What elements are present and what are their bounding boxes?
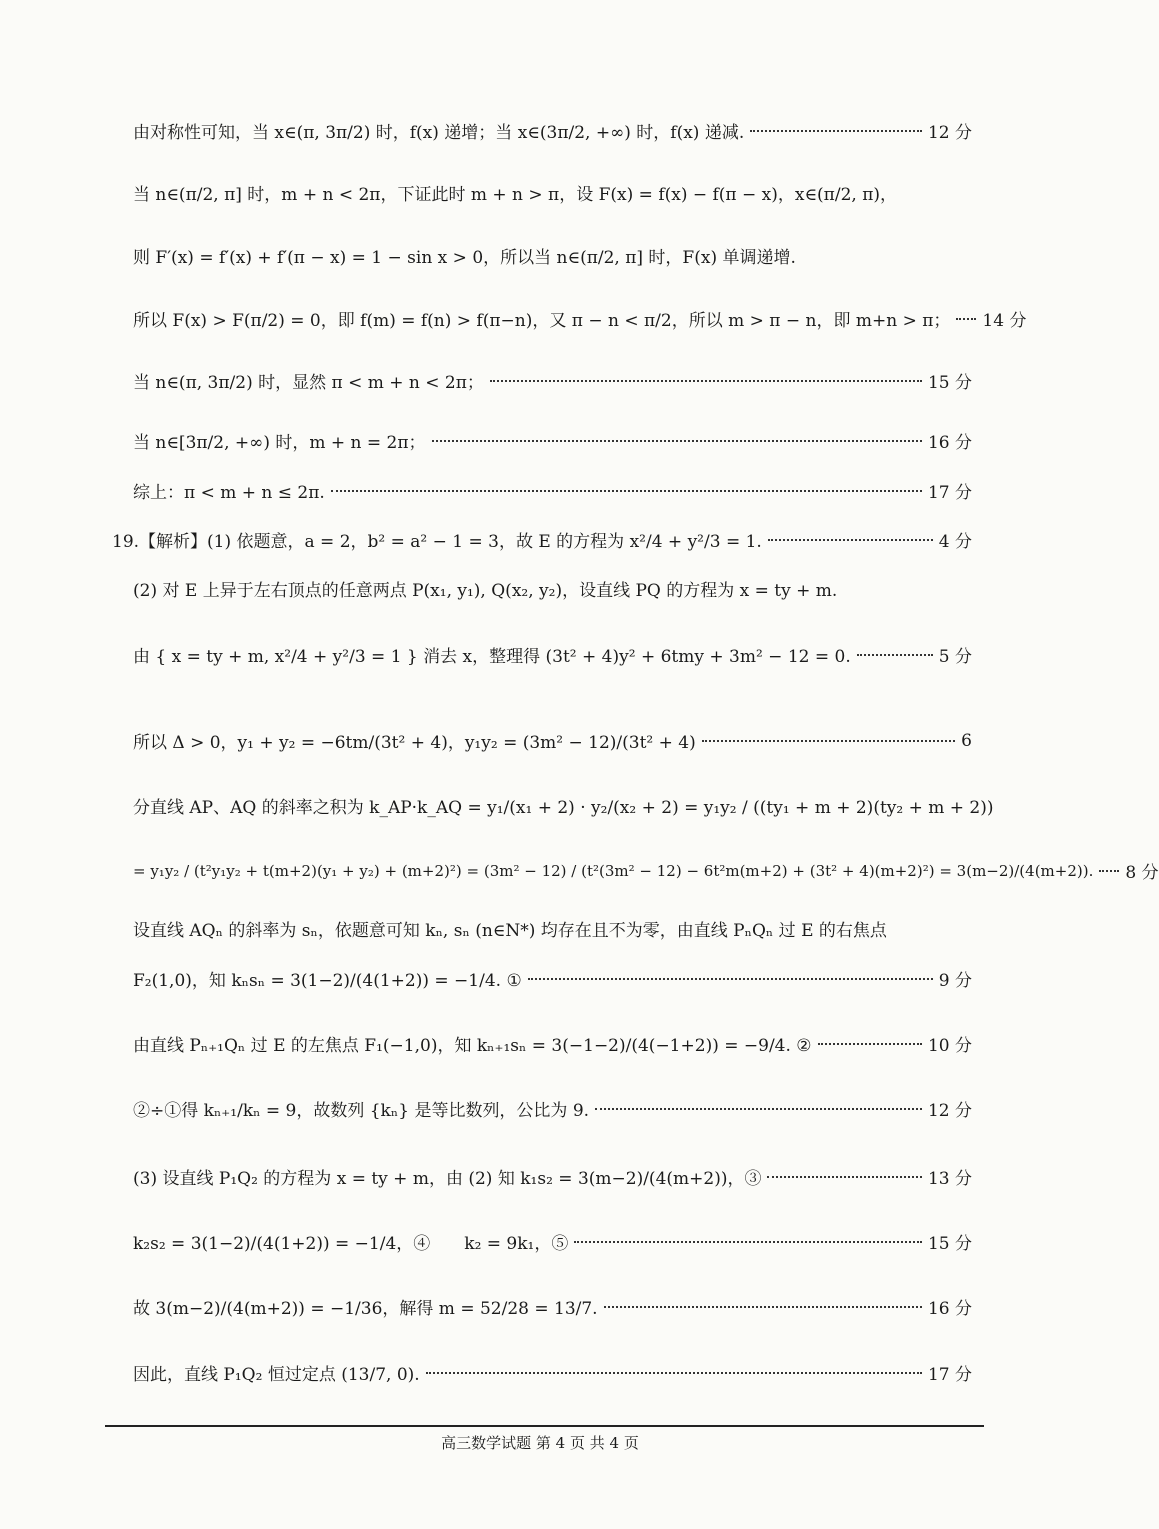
line-text: (3) 设直线 P₁Q₂ 的方程为 x = ty + m，由 (2) 知 k₁s₂ = 3(m−2)/(4(m+2))，③ — [133, 1169, 762, 1189]
line-text: 19.【解析】(1) 依题意，a = 2，b² = a² − 1 = 3，故 E 的方程为 x²/4 + y²/3 = 1. — [112, 532, 762, 552]
line-text: F₂(1,0)，知 kₙsₙ = 3(1−2)/(4(1+2)) = −1/4. ① — [133, 971, 522, 991]
line-text: 由对称性可知，当 x∈(π, 3π/2) 时，f(x) 递增；当 x∈(3π/2, +∞) 时，f(x) 递减. — [133, 123, 745, 143]
line-score: 8 分 — [1125, 863, 1159, 883]
line-score: 14 分 — [982, 311, 1027, 331]
leader-dots — [432, 440, 922, 442]
line-text: 故 3(m−2)/(4(m+2)) = −1/36，解得 m = 52/28 = 13/7. — [133, 1299, 598, 1319]
line-score: 9 分 — [938, 971, 972, 991]
solution-line — [133, 478, 972, 503]
leader-dots — [595, 1108, 922, 1110]
line-score: 6 — [961, 730, 972, 751]
solution-line — [133, 642, 972, 667]
solution-line — [133, 1360, 972, 1385]
line-score: 12 分 — [927, 123, 972, 143]
line-text: 当 n∈(π/2, π] 时，m + n < 2π，下证此时 m + n > π，设 F(x) = f(x) − f(π − x)，x∈(π/2, π)， — [133, 185, 898, 205]
leader-dots — [956, 318, 976, 320]
leader-dots — [426, 1372, 922, 1374]
leader-dots — [528, 978, 933, 980]
solution-line — [133, 118, 972, 143]
line-text: k₂s₂ = 3(1−2)/(4(1+2)) = −1/4，④ k₂ = 9k₁，⑤ — [133, 1234, 569, 1254]
leader-dots — [490, 380, 922, 382]
line-text: 所以 Δ > 0，y₁ + y₂ = −6tm/(3t² + 4)，y₁y₂ = (3m² − 12)/(3t² + 4) — [133, 733, 696, 753]
leader-dots — [331, 490, 922, 492]
line-text: 设直线 AQₙ 的斜率为 sₙ，依题意可知 kₙ, sₙ (n∈N*) 均存在且不为零，由直线 PₙQₙ 过 E 的右焦点 — [133, 921, 887, 941]
line-text: 综上：π < m + n ≤ 2π. — [133, 483, 325, 503]
line-score: 10 分 — [927, 1036, 972, 1056]
leader-dots — [767, 1176, 921, 1178]
solution-line — [133, 1096, 972, 1121]
leader-dots — [702, 740, 955, 742]
footer-divider — [105, 1425, 984, 1427]
solution-line — [133, 1164, 972, 1189]
solution-line — [133, 368, 972, 393]
solution-line — [133, 243, 972, 268]
leader-dots — [604, 1306, 922, 1308]
solution-line — [133, 1294, 972, 1319]
solution-line — [133, 576, 972, 601]
leader-dots — [857, 654, 933, 656]
line-score: 17 分 — [927, 1365, 972, 1385]
line-text: ②÷①得 kₙ₊₁/kₙ = 9，故数列 {kₙ} 是等比数列，公比为 9. — [133, 1101, 590, 1121]
solution-line — [133, 916, 972, 941]
leader-dots — [818, 1043, 922, 1045]
line-text: (2) 对 E 上异于左右顶点的任意两点 P(x₁, y₁), Q(x₂, y₂)，设直线 PQ 的方程为 x = ty + m. — [133, 581, 838, 601]
line-text: 所以 F(x) > F(π/2) = 0，即 f(m) = f(n) > f(π−n)，又 π − n < π/2，所以 m > π − n，即 m+n > π； — [133, 311, 951, 331]
solution-line — [133, 793, 994, 818]
line-text: 当 n∈(π, 3π/2) 时，显然 π < m + n < 2π； — [133, 373, 484, 393]
solution-line — [133, 1229, 972, 1254]
line-text: 分直线 AP、AQ 的斜率之积为 k_AP·k_AQ = y₁/(x₁ + 2) · y₂/(x₂ + 2) = y₁y₂ / ((ty₁ + m + 2)(ty₂ + m + 2)) — [133, 798, 994, 818]
solution-line — [133, 966, 972, 991]
line-score: 15 分 — [927, 373, 972, 393]
solution-line — [133, 428, 972, 453]
line-text: 则 F′(x) = f′(x) + f′(π − x) = 1 − sin x > 0，所以当 n∈(π/2, π] 时，F(x) 单调递增. — [133, 248, 796, 268]
line-text: 由直线 Pₙ₊₁Qₙ 过 E 的左焦点 F₁(−1,0)，知 kₙ₊₁sₙ = 3(−1−2)/(4(−1+2)) = −9/4. ② — [133, 1036, 812, 1056]
line-score: 16 分 — [927, 1299, 972, 1319]
line-text: 因此，直线 P₁Q₂ 恒过定点 (13/7, 0). — [133, 1365, 420, 1385]
leader-dots — [768, 539, 933, 541]
line-score: 4 分 — [938, 532, 972, 552]
leader-dots — [1099, 870, 1119, 872]
page-footer: 高三数学试题 第 4 页 共 4 页 — [441, 1434, 639, 1452]
line-text: 当 n∈[3π/2, +∞) 时，m + n = 2π； — [133, 433, 426, 453]
solution-line — [112, 527, 972, 552]
solution-line — [133, 728, 972, 753]
solution-line — [133, 180, 972, 205]
line-score: 17 分 — [927, 483, 972, 503]
line-score: 16 分 — [927, 433, 972, 453]
leader-dots — [750, 130, 922, 132]
line-text: 由 { x = ty + m, x²/4 + y²/3 = 1 } 消去 x，整理得 (3t² + 4)y² + 6tmy + 3m² − 12 = 0. — [133, 647, 851, 667]
line-text: = y₁y₂ / (t²y₁y₂ + t(m+2)(y₁ + y₂) + (m+2)²) = (3m² − 12) / (t²(3m² − 12) − 6t²m(m+2) + (3t² + 4)(m+2)²) = 3(m−2)/(4(m+2)). — [133, 861, 1094, 880]
solution-line — [133, 1031, 972, 1056]
leader-dots — [574, 1241, 922, 1243]
line-score: 12 分 — [927, 1101, 972, 1121]
line-score: 15 分 — [927, 1234, 972, 1254]
line-score: 5 分 — [938, 647, 972, 667]
line-score: 13 分 — [927, 1169, 972, 1189]
solution-line — [133, 306, 1027, 331]
solution-line — [133, 858, 1159, 883]
